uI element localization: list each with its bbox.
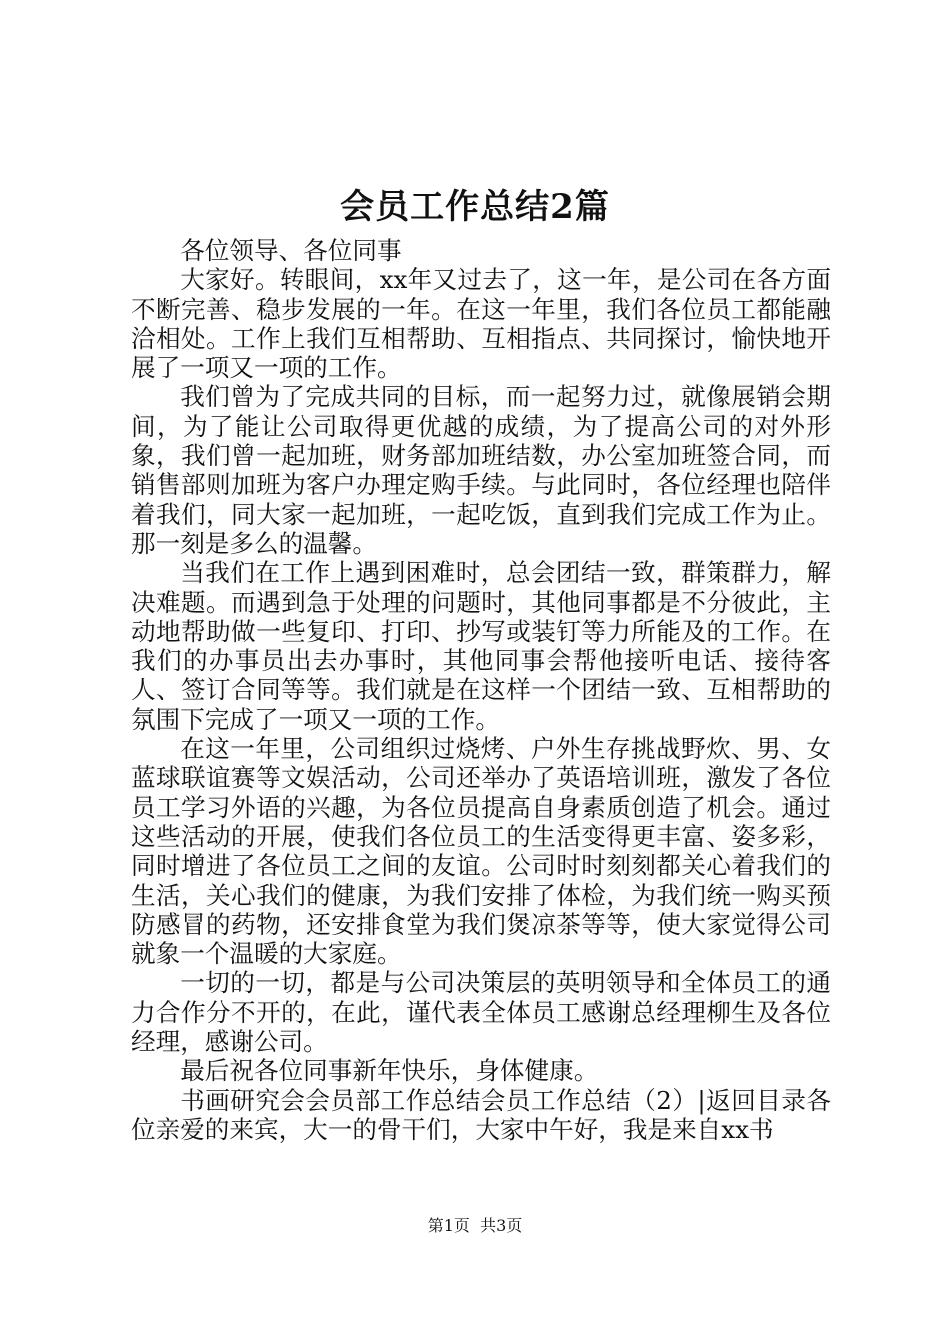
paragraph-1: 大家好。转眼间，xx年又过去了，这一年，是公司在各方面不断完善、稳步发展的一年。在这一年里，我们各位员工都能融洽相处。工作上我们互相帮助、互相指点、共同探讨，愉快地开展了一项又一项的工作。 — [131, 265, 831, 383]
paragraph-greeting: 各位领导、各位同事 — [180, 236, 402, 265]
paragraph-4: 在这一年里，公司组织过烧烤、户外生存挑战野炊、男、女蓝球联谊赛等文娱活动，公司还举办了英语培训班，激发了各位员工学习外语的兴趣，为各位员提高自身素质创造了机会。通过这些活动的开展，使我们各位员工的生活变得更丰富、姿多彩，同时增进了各位员工之间的友谊。公司时时刻刻都关心着我们的生活，关心我们的健康，为我们安排了体检，为我们统一购买预防感冒的药物，还安排食堂为我们煲凉茶等等，使大家觉得公司就象一个温暖的大家庭。 — [131, 734, 831, 969]
page-number-label: 第1页 共3页 — [427, 1216, 523, 1235]
paragraph-2: 我们曾为了完成共同的目标，而一起努力过，就像展销会期间，为了能让公司取得更优越的成绩，为了提高公司的对外形象，我们曾一起加班，财务部加班结数，办公室加班签合同，而销售部则加班为客户办理定购手续。与此同时，各位经理也陪伴着我们，同大家一起加班，一起吃饭，直到我们完成工作为止。那一刻是多么的温馨。 — [131, 382, 831, 558]
paragraph-7: 书画研究会会员部工作总结会员工作总结（2）|返回目录各位亲爱的来宾，大一的骨干们，大家中午好，我是来自xx书 — [131, 1085, 831, 1144]
page-footer — [0, 1214, 950, 1238]
document-title: 会员工作总结2篇 — [340, 187, 610, 227]
paragraph-6: 最后祝各位同事新年快乐，身体健康。 — [180, 1056, 599, 1086]
paragraph-3: 当我们在工作上遇到困难时，总会团结一致，群策群力，解决难题。而遇到急于处理的问题时，其他同事都是不分彼此，主动地帮助做一些复印、打印、抄写或装钉等力所能及的工作。在我们的办事员出去办事时，其他同事会帮他接听电话、接待客人、签订合同等等。我们就是在这样一个团结一致、互相帮助的氛围下完成了一项又一项的工作。 — [131, 558, 831, 734]
document-body — [131, 236, 831, 1144]
paragraph-5: 一切的一切，都是与公司决策层的英明领导和全体员工的通力合作分不开的，在此，谨代表全体员工感谢总经理柳生及各位经理，感谢公司。 — [131, 968, 831, 1057]
